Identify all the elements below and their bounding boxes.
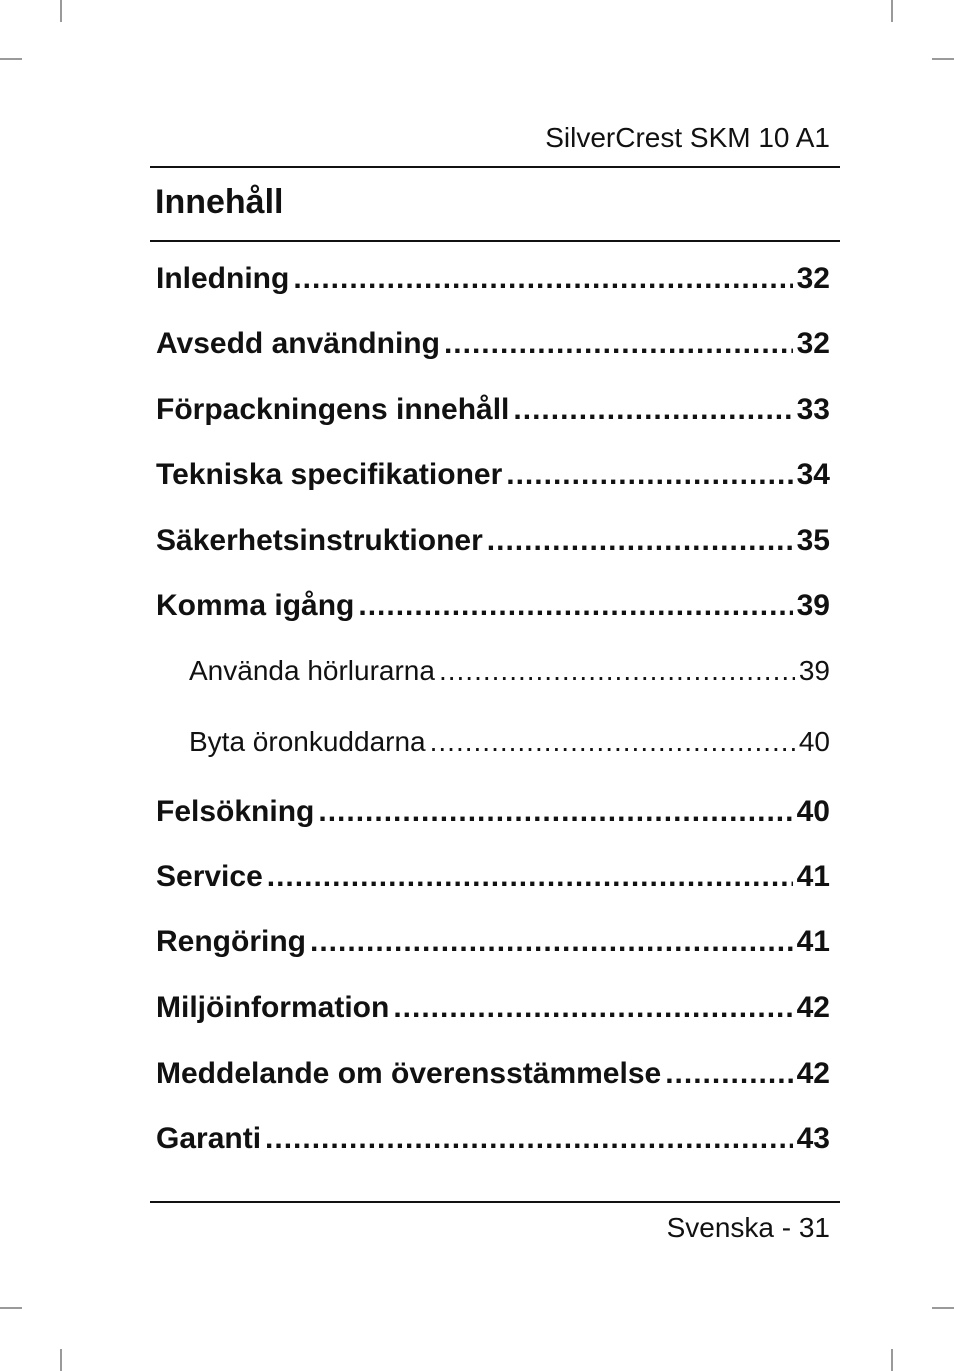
toc-entry-label: Avsedd användning — [156, 327, 440, 360]
toc-entry-label: Använda hörlurarna — [189, 655, 435, 686]
toc-subentry[interactable] — [189, 655, 830, 687]
toc-entry-page: 32 — [796, 327, 830, 360]
toc-entry-page: 40 — [798, 726, 830, 757]
toc-leader-dots — [267, 860, 793, 894]
toc-entry-page: 40 — [796, 795, 830, 828]
toc-leader-dots — [444, 327, 793, 361]
toc-entry[interactable] — [156, 1122, 830, 1156]
toc-entry-page: 41 — [796, 925, 830, 958]
toc-leader-dots — [318, 795, 792, 829]
toc-entry-label: Garanti — [156, 1122, 262, 1155]
toc-entry-label: Byta öronkuddarna — [189, 726, 426, 757]
toc-leader-dots — [665, 1057, 792, 1091]
toc-entry-page: 34 — [796, 458, 830, 491]
toc-entry-label: Rengöring — [156, 925, 306, 958]
toc-leader-dots — [310, 925, 793, 959]
toc-leader-dots — [265, 1122, 793, 1156]
toc-entry[interactable] — [156, 458, 830, 492]
footer-rule — [150, 1201, 840, 1203]
toc-entry-label: Tekniska specifikationer — [156, 458, 503, 491]
toc-entry[interactable] — [156, 1057, 830, 1091]
toc-leader-dots — [513, 393, 792, 427]
toc-entry-page: 39 — [798, 655, 830, 686]
toc-entry-page: 42 — [796, 991, 830, 1024]
toc-entry-label: Förpackningens innehåll — [156, 393, 510, 426]
toc-entry[interactable] — [156, 327, 830, 361]
toc-entry-page: 41 — [796, 860, 830, 893]
toc-leader-dots — [430, 726, 795, 758]
toc-entry[interactable] — [156, 393, 830, 427]
page-footer: Svenska - 31 — [666, 1212, 830, 1243]
toc-entry-label: Miljöinformation — [156, 991, 390, 1024]
toc-entry-page: 32 — [796, 262, 830, 295]
toc-leader-dots — [439, 655, 795, 687]
toc-entry-page: 39 — [796, 589, 830, 622]
toc-entry-page: 42 — [796, 1057, 830, 1090]
toc-entry-label: Meddelande om överensstämmelse — [156, 1057, 662, 1090]
toc-entry[interactable] — [156, 991, 830, 1025]
toc-leader-dots — [393, 991, 792, 1025]
toc-entry-page: 35 — [796, 524, 830, 557]
page-header: SilverCrest SKM 10 A1 — [545, 122, 830, 153]
toc-leader-dots — [506, 458, 792, 492]
toc-entry-label: Säkerhetsinstruktioner — [156, 524, 483, 557]
toc-entry[interactable] — [156, 524, 830, 558]
toc-entry-label: Komma igång — [156, 589, 355, 622]
toc-leader-dots — [358, 589, 792, 623]
toc-leader-dots — [487, 524, 793, 558]
toc-entry[interactable] — [156, 795, 830, 829]
toc-entry-label: Inledning — [156, 262, 290, 295]
toc-entry-label: Service — [156, 860, 263, 893]
toc-subentry[interactable] — [189, 726, 830, 758]
toc-leader-dots — [293, 262, 792, 296]
page-title: Innehåll — [155, 183, 284, 221]
toc-entry-label: Felsökning — [156, 795, 315, 828]
toc-entry[interactable] — [156, 925, 830, 959]
toc-entry[interactable] — [156, 860, 830, 894]
toc-entry-page: 33 — [796, 393, 830, 426]
toc-entry-page: 43 — [796, 1122, 830, 1155]
toc-entry[interactable] — [156, 589, 830, 623]
toc-entry[interactable] — [156, 262, 830, 296]
